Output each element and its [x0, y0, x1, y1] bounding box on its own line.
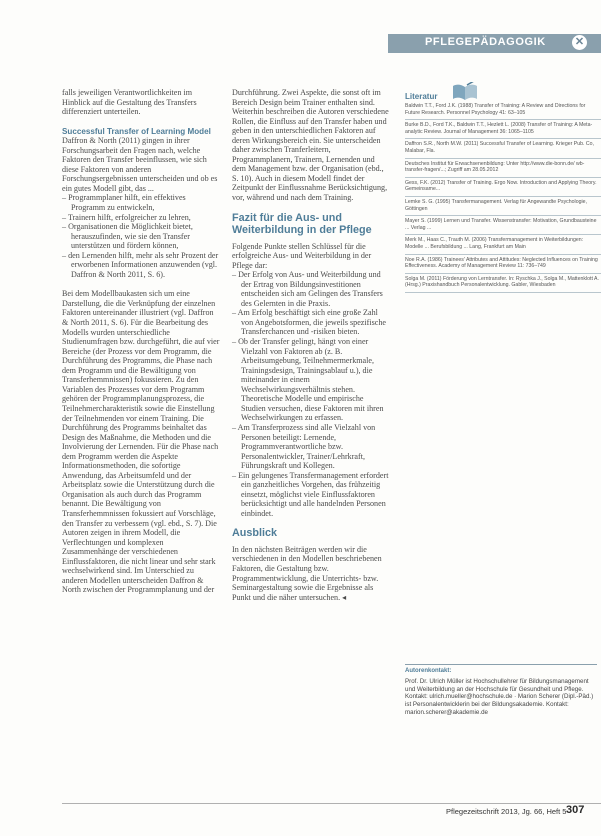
- column-middle: [232, 88, 390, 602]
- model-bullet-list: [62, 193, 220, 279]
- list-item: – Der Erfolg von Aus- und Weiterbildung und der Ertrag von Bildungsinvestitionen entscheiden sich am Gelingen des Transfers des Gelernten in die Praxis.: [232, 270, 390, 308]
- conclusion-bullet-list: [232, 270, 390, 518]
- literature-title: Literatur: [405, 92, 438, 101]
- literature-entry: Baldwin T.T., Ford J.K. (1988) Transfer of Training: A Review and Directions for Future Research. Personnel Psychology 41: 63–105: [405, 101, 601, 120]
- column-left: [62, 88, 220, 595]
- literature-entry: Solga M. (2011) Förderung von Lerntransfer. In: Ryschka J., Solga M., Mattenklott A. (Hrsg.) Praxishandbuch Personalentwicklung. Gabler, Wiesbaden: [405, 274, 601, 293]
- list-item: – Ob der Transfer gelingt, hängt von einer Vielzahl von Faktoren ab (z. B. Arbeitsumgebung, Teilnehmermerkmale, Trainingsdesign, Trainingsablauf u.), die miteinander in einem Wechselwirkungsverhältnis stehen. Theoretische Modelle und empirische Studien versuchen, diese Faktoren mit ihren Wechselwirkungen zu erfassen.: [232, 337, 390, 423]
- literature-entry: Merk M., Haas C., Trauth M. (2006) Transfermanagement in Weiterbildungen: Modelle ... Berufsbildung ... Lang, Frankfurt am Main: [405, 235, 601, 254]
- literature-entry: Gess, F.K. (2012) Transfer of Training. Ergo Now. Introduction and Applying Theory. Gemeinsame...: [405, 178, 601, 197]
- list-item: – Am Erfolg beschäftigt sich eine große Zahl von Angebotsformen, die jeweils spezifische Transferchancen und -risiken bieten.: [232, 308, 390, 337]
- intro-paragraph: Folgende Punkte stellen Schlüssel für die erfolgreiche Aus- und Weiterbildung in der Pflege dar:: [232, 241, 372, 270]
- body-paragraph: Bei dem Modellbaukasten sich um eine Darstellung, die die Verknüpfung der einzelnen Faktoren untereinander illustriert (vgl. Daffron & North 2011, S. 6). Für die Bearbeitung des Modells wurden unterschiedliche Studienumfragen bzw. durchgeführt, die auf vier Bereiche (der Prozess vor dem Programm, die Durchführung des Programms, die Phase nach dem Programm und die Bewältigung von Transferhemmnissen) fokussieren. Zu den Variablen des Prozesses vor dem Programm gehören der Programmplanungsprozess, die Teilnehmercharakteristik sowie die Einstellung der Teilnehmenden vor einem Training. Die Durchführung des Programms beinhaltet das Design des Maßnahme, die Methoden und die Involvierung der Lernenden. Für die Phase nach dem Programm werden die Aspekte Informationsmethoden, die sofortige Anwendung, das Arbeitsumfeld und der Arbeitsplatz sowie die Unterstützung durch die Organisation als auch durch das Programm benannt. Die Bewältigung von Transferhemmnissen fokussiert auf Vorschläge, den Transfer zu verbessern (vgl. ebd., S. 7). Die Autoren zeigen in ihrem Modell, die Verflechtungen und komplexen Zusammenhänge der verschiedenen Einflussfaktoren, die nicht linear und sehr stark wechselwirkend sind. Im Unterschied zu anderen Modellen unterscheiden Daffron & North zwischen der Programmplanung und der: [62, 289, 220, 595]
- list-item: – Am Transferprozess sind alle Vielzahl von Personen beteiligt: Lernende, Programmverantwortliche bzw. Personalentwickler, Trainer/Lehrkraft, Führungskraft und Kollegen.: [232, 423, 390, 471]
- list-item: – Organisationen die Möglichkeit bietet, herauszufinden, wie sie den Transfer unterstützen und fördern können,: [62, 222, 220, 251]
- body-paragraph: Durchführung. Zwei Aspekte, die sonst oft im Bereich Design beim Trainer enthalten sind. Weiterhin beschreiben die Autoren verschiedene Rollen, die Einfluss auf den Transfer haben und geben in den unterschiedlichen Faktoren auf deren Wirkungsbereich ein. Sie unterscheiden daher zwischen Tranferleitern, Programmplanern, Trainern, Lernenden und dem Management bzw. der Organisation (ebd., S. 10). Auch in diesem Modell findet der Zeitpunkt der Einflussnahme Berücksichtigung, vor, während und nach dem Training.: [232, 88, 389, 203]
- outlook-heading: Ausblick: [232, 527, 278, 540]
- page-number: 307: [566, 804, 585, 816]
- author-body: Prof. Dr. Ulrich Müller ist Hochschullehrer für Bildungsmanagement und Weiterbildung an der Hochschule für Gesundheit und Pflege. Kontakt: ulrich.mueller@hochschule.de · Marion Scherer (Dipl.-Päd.) ist Personalentwicklerin bei der Bildungsakademie. Kontakt: marion.scherer@akademie.de: [405, 678, 594, 716]
- literature-entry: Lemke S. G. (1995) Transfermanagement. Verlag für Angewandte Psychologie, Göttingen: [405, 197, 601, 216]
- author-title: Autorenkontakt:: [405, 668, 452, 674]
- section-text: Daffron & North (2011) gingen in ihrer Forschungsarbeit den Fragen nach, welche Faktoren den Transfer beeinflussen, wie sich diese Faktoren von anderen Forschungsergebnissen unterscheiden und ob es ein gutes Modell gibt, das ...: [62, 136, 218, 193]
- literature-entry: Burke B.D., Ford T.K., Baldwin T.T., Hezlett L. (2008) Transfer of Training: A Meta-analytic Review. Journal of Management 36: 1065–1105: [405, 120, 601, 139]
- journal-citation: Pflegezeitschrift 2013, Jg. 66, Heft 5: [446, 807, 567, 816]
- list-item: – Trainern hilft, erfolgreicher zu lehren,: [62, 213, 220, 223]
- list-item: – Programmplaner hilft, ein effektives Programm zu entwickeln,: [62, 193, 220, 212]
- literature-box: [405, 92, 601, 293]
- section-title: PFLEGEPÄDAGOGIK: [425, 36, 546, 48]
- footer-rule: [62, 803, 601, 804]
- section-label: Successful Transfer of Learning Model: [62, 126, 211, 136]
- literature-entry: Noe R.A. (1986) Trainees' Attributes and Attitudes: Neglected Influences on Training Effectiveness. Academy of Management Review 11: 736–749: [405, 255, 601, 274]
- section-heading: Fazit für die Aus- und Weiterbildung in der Pflege: [232, 211, 372, 237]
- x-circle-icon: ✕: [572, 35, 587, 50]
- model-paragraph: [62, 127, 220, 194]
- literature-entry: Mayer S. (1999) Lernen und Transfer. Wissenstransfer: Motivation, Grundbausteine ... Verlag ...: [405, 216, 601, 235]
- author-contact-box: [405, 664, 597, 717]
- intro-paragraph: falls jeweiligen Verantwortlichkeiten im Hinblick auf die Gestaltung des Transfers differenziert unterteilen.: [62, 88, 197, 117]
- outlook-paragraph: In den nächsten Beiträgen werden wir die verschiedenen in den Modellen beschriebenen Faktoren, die Gestaltung bzw. Programmentwicklung, die Unterrichts- bzw. Seminargestaltung sowie die Ergebnisse als Punkt und die näher untersuchen. ◂: [232, 544, 382, 602]
- list-item: – den Lernenden hilft, mehr als sehr Prozent der erworbenen Informationen anzuwenden (vgl. Daffron & North 2011, S. 6).: [62, 251, 220, 280]
- header-rule: [388, 52, 601, 53]
- literature-entry: Deutsches Institut für Erwachsenenbildung: Unter http://www.die-bonn.de/ wb-transfer-fragen/...; Zugriff am 28.05.2012: [405, 159, 601, 178]
- literature-entry: Daffron S.R., North M.W. (2011) Successful Transfer of Learning. Krieger Pub. Co, Malabar, Fla.: [405, 139, 601, 158]
- list-item: – Ein gelungenes Transfermanagement erfordert ein ganzheitliches Vorgehen, das frühzeitig einsetzt, möglichst viele Einflussfaktoren berücksichtigt und alle handelnden Personen einbindet.: [232, 471, 390, 519]
